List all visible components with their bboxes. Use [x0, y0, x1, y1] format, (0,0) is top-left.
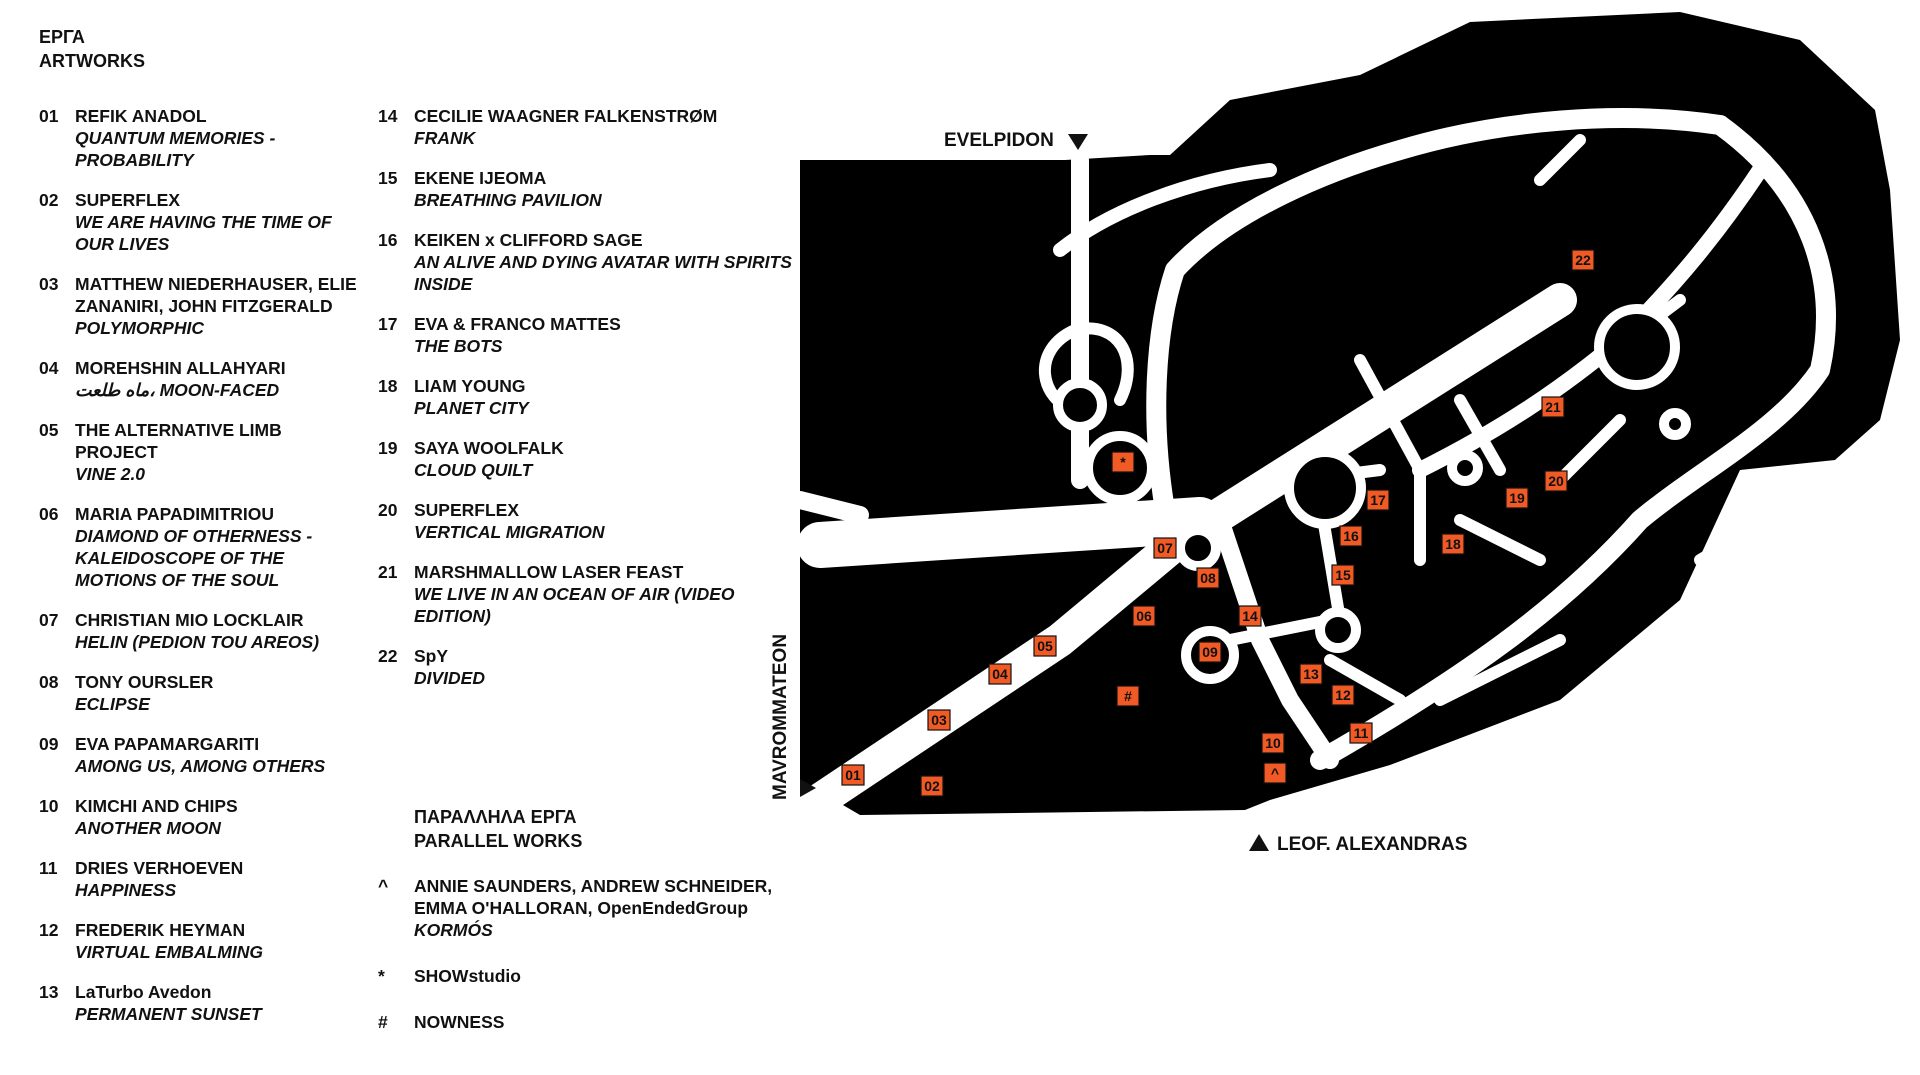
map-marker[interactable] — [1332, 565, 1354, 585]
artist-name: CECILIE WAAGNER FALKENSTRØM — [414, 106, 718, 126]
map-marker[interactable] — [1264, 763, 1286, 783]
artwork-number: 09 — [39, 734, 59, 754]
artwork-title: BREATHING PAVILION — [414, 190, 602, 210]
artwork-title: PERMANENT SUNSET — [75, 1004, 262, 1024]
artwork-title: ECLIPSE — [75, 694, 150, 714]
street-arrow-bottom — [1249, 834, 1269, 851]
artwork-title: POLYMORPHIC — [75, 318, 204, 338]
map-marker[interactable] — [1034, 636, 1056, 656]
artwork-number: 18 — [378, 376, 398, 396]
map-marker[interactable] — [1154, 538, 1176, 558]
artwork-number: 16 — [378, 230, 398, 250]
artwork-number: 03 — [39, 274, 59, 294]
artwork-number: 21 — [378, 562, 398, 582]
roundabout-center — [1289, 452, 1361, 524]
artwork-number: 06 — [39, 504, 59, 524]
roundabout-small-1 — [1320, 612, 1356, 648]
artist-name: SUPERFLEX — [414, 500, 520, 520]
artwork-title: PLANET CITY — [414, 398, 529, 418]
artwork-number: 20 — [378, 500, 398, 520]
artist-name: SpY — [414, 646, 449, 666]
artwork-title: DIVIDED — [414, 668, 485, 688]
map-marker[interactable] — [1112, 452, 1134, 472]
artist-name: SAYA WOOLFALK — [414, 438, 564, 458]
roundabout-small-2 — [1452, 455, 1478, 481]
map-marker[interactable] — [1545, 471, 1567, 491]
map-marker-label: 02 — [924, 778, 940, 794]
roundabout-large-east — [1599, 309, 1675, 385]
artist-name: KEIKEN x CLIFFORD SAGE — [414, 230, 643, 250]
artist-name: EVA & FRANCO MATTES — [414, 314, 621, 334]
artwork-title: WE ARE HAVING THE TIME OF OUR LIVES — [75, 212, 332, 254]
artwork-title: HAPPINESS — [75, 880, 177, 900]
artwork-number: 10 — [39, 796, 59, 816]
map-marker[interactable] — [1133, 606, 1155, 626]
artwork-title: THE BOTS — [414, 336, 503, 356]
map-marker-label: 20 — [1548, 473, 1564, 489]
map-marker-label: 10 — [1265, 735, 1281, 751]
roundabout-west — [1180, 530, 1216, 566]
map-marker[interactable] — [1262, 733, 1284, 753]
map-marker-label: 05 — [1037, 638, 1053, 654]
artist-name: EVA PAPAMARGARITI — [75, 734, 260, 754]
map-marker-label: 15 — [1335, 567, 1351, 583]
map-marker-label: 13 — [1303, 666, 1319, 682]
artwork-title: ANOTHER MOON — [75, 818, 221, 838]
parallel-symbol: # — [378, 1012, 388, 1032]
map-marker[interactable] — [1117, 686, 1139, 706]
parallel-artist: NOWNESS — [414, 1012, 505, 1032]
artist-name: MATTHEW NIEDERHAUSER, ELIE ZANANIRI, JOHN FITZGERALD — [75, 274, 357, 316]
map-marker[interactable] — [842, 765, 864, 785]
artist-name: MOREHSHIN ALLAHYARI — [75, 358, 286, 378]
artwork-title: AN ALIVE AND DYING AVATAR WITH SPIRITS INSIDE — [414, 252, 792, 294]
map-marker-label: 18 — [1445, 536, 1461, 552]
map-marker-label: 17 — [1370, 492, 1386, 508]
map-marker[interactable] — [921, 776, 943, 796]
street-label-left: MAVROMMATEON — [770, 633, 791, 800]
artist-name: TONY OURSLER — [75, 672, 214, 692]
street-label-bottom: LEOF. ALEXANDRAS — [1277, 834, 1468, 855]
roundabout-small-3 — [1664, 413, 1686, 435]
artist-name: DRIES VERHOEVEN — [75, 858, 244, 878]
artwork-number: 04 — [39, 358, 59, 378]
artist-name: SUPERFLEX — [75, 190, 181, 210]
map-marker[interactable] — [1197, 568, 1219, 588]
artist-name: LIAM YOUNG — [414, 376, 526, 396]
artwork-number: 02 — [39, 190, 59, 210]
artist-name: THE ALTERNATIVE LIMB PROJECT — [75, 420, 282, 462]
artwork-title: VINE 2.0 — [75, 464, 146, 484]
map-marker[interactable] — [989, 664, 1011, 684]
map-marker-label: 19 — [1509, 490, 1525, 506]
map-marker[interactable] — [1332, 685, 1354, 705]
street-label-top: EVELPIDON — [944, 130, 1054, 151]
artwork-number: 05 — [39, 420, 59, 440]
artist-name: LaTurbo Avedon — [75, 982, 212, 1002]
map-marker[interactable] — [1572, 250, 1594, 270]
map-marker[interactable] — [1442, 534, 1464, 554]
artwork-title: QUANTUM MEMORIES - PROBABILITY — [75, 128, 276, 170]
artwork-number: 19 — [378, 438, 398, 458]
artist-name: KIMCHI AND CHIPS — [75, 796, 238, 816]
map-marker[interactable] — [1350, 723, 1372, 743]
heading-greek: ΕΡΓΑ — [39, 27, 85, 47]
roundabout-north — [1058, 383, 1102, 427]
map-marker[interactable] — [1340, 526, 1362, 546]
map-marker-label: 04 — [992, 666, 1008, 682]
artwork-title: CLOUD QUILT — [414, 460, 533, 480]
heading-english: ARTWORKS — [39, 51, 145, 71]
artwork-title: AMONG US, AMONG OTHERS — [75, 756, 326, 776]
artwork-number: 15 — [378, 168, 398, 188]
map-marker-label: 06 — [1136, 608, 1152, 624]
artwork-title: DIAMOND OF OTHERNESS - KALEIDOSCOPE OF THE MOTIONS OF THE SOUL — [75, 526, 313, 590]
artwork-number: 17 — [378, 314, 398, 334]
artwork-title: FRANK — [414, 128, 476, 148]
artwork-number: 14 — [378, 106, 398, 126]
parallel-title: KORMÓS — [414, 920, 493, 940]
parallel-heading-greek: ΠΑΡΑΛΛΗΛΑ ΕΡΓΑ — [414, 807, 577, 827]
parallel-artist: ANNIE SAUNDERS, ANDREW SCHNEIDER, EMMA O'HALLORAN, OpenEndedGroup — [414, 876, 773, 918]
artwork-number: 01 — [39, 106, 59, 126]
map-marker-label: # — [1124, 688, 1132, 704]
map-marker-label: 09 — [1202, 644, 1218, 660]
artist-name: MARSHMALLOW LASER FEAST — [414, 562, 684, 582]
map-marker-label: * — [1120, 454, 1126, 470]
map-marker-label: ^ — [1270, 765, 1280, 781]
parallel-heading-english: PARALLEL WORKS — [414, 831, 583, 851]
map-marker[interactable] — [928, 710, 950, 730]
map-marker[interactable] — [1506, 488, 1528, 508]
map-marker-label: 14 — [1242, 608, 1258, 624]
artwork-number: 22 — [378, 646, 398, 666]
map-marker-label: 07 — [1157, 540, 1173, 556]
artist-name: EKENE IJEOMA — [414, 168, 547, 188]
map-marker[interactable] — [1300, 664, 1322, 684]
artwork-number: 07 — [39, 610, 59, 630]
map-marker-label: 01 — [845, 767, 861, 783]
artwork-number: 08 — [39, 672, 59, 692]
map-marker[interactable] — [1367, 490, 1389, 510]
artist-name: FREDERIK HEYMAN — [75, 920, 246, 940]
main-avenue — [820, 520, 1200, 545]
parallel-artist: SHOWstudio — [414, 966, 521, 986]
artwork-title: ماه طلعت، MOON-FACED — [75, 380, 280, 400]
artist-name: MARIA PAPADIMITRIOU — [75, 504, 274, 524]
map-marker-label: 22 — [1575, 252, 1591, 268]
artwork-number: 13 — [39, 982, 59, 1002]
artwork-title: HELIN (PEDION TOU AREOS) — [75, 632, 320, 652]
artist-name: CHRISTIAN MIO LOCKLAIR — [75, 610, 304, 630]
artist-name: REFIK ANADOL — [75, 106, 207, 126]
artwork-number: 11 — [39, 858, 58, 878]
parallel-symbol: ^ — [378, 876, 389, 896]
map-marker[interactable] — [1199, 642, 1221, 662]
map-marker-label: 08 — [1200, 570, 1216, 586]
map-marker-label: 11 — [1353, 725, 1369, 741]
map-marker-label: 12 — [1335, 687, 1351, 703]
street-arrow-top — [1068, 134, 1088, 150]
map-marker[interactable] — [1542, 397, 1564, 417]
artwork-title: VERTICAL MIGRATION — [414, 522, 605, 542]
artwork-title: WE LIVE IN AN OCEAN OF AIR (VIDEO EDITION) — [414, 584, 735, 626]
parallel-symbol: * — [378, 966, 385, 986]
map-marker-label: 21 — [1545, 399, 1561, 415]
map-marker-label: 16 — [1343, 528, 1359, 544]
artwork-title: VIRTUAL EMBALMING — [75, 942, 263, 962]
map-marker[interactable] — [1239, 606, 1261, 626]
artwork-number: 12 — [39, 920, 59, 940]
map-marker-label: 03 — [931, 712, 947, 728]
